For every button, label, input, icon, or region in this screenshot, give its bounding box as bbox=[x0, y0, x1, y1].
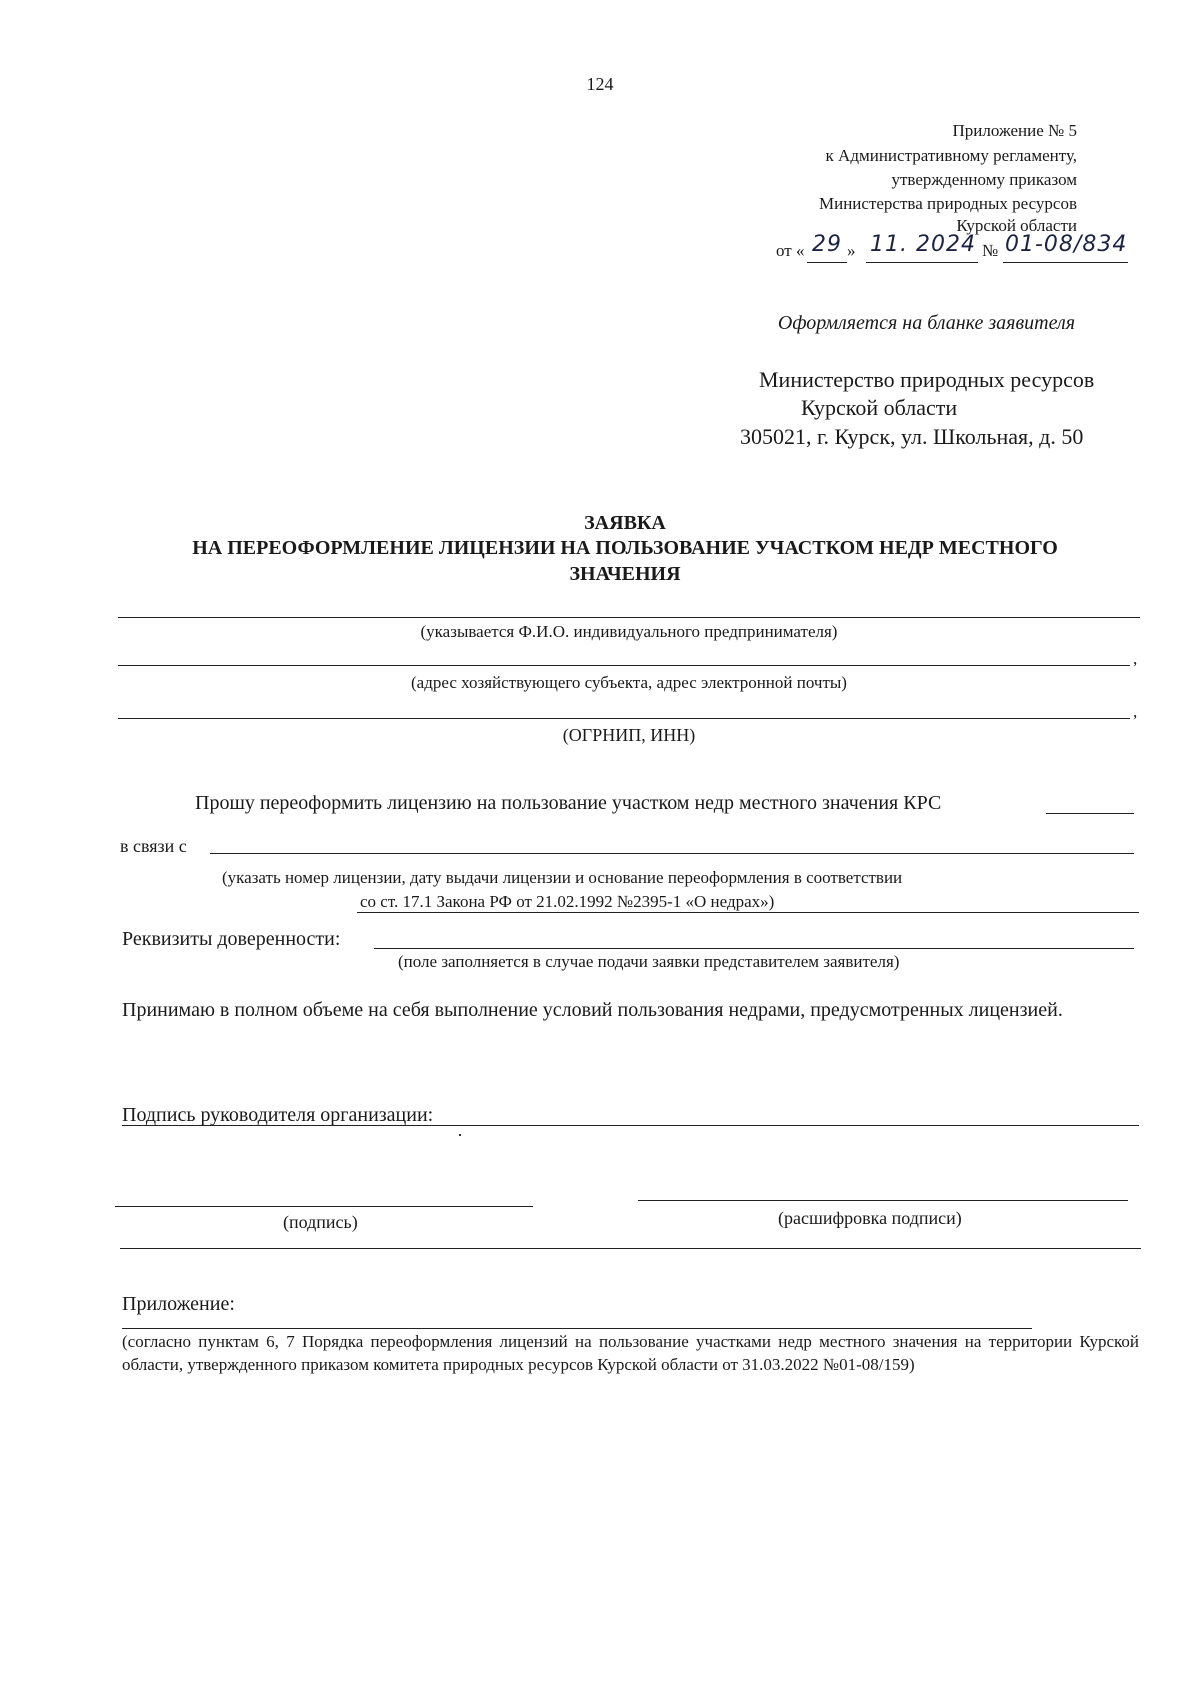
date-prefix: от « bbox=[776, 241, 805, 260]
address-field-line[interactable] bbox=[118, 665, 1130, 666]
recipient-line-1: Министерство природных ресурсов bbox=[759, 367, 1095, 392]
title-line-3: ЗНАЧЕНИЯ bbox=[569, 563, 681, 585]
proxy-label: Реквизиты доверенности: bbox=[122, 928, 341, 950]
request-caption-line-2: со ст. 17.1 Закона РФ от 21.02.1992 №2395-1 «О недрах») bbox=[360, 892, 775, 911]
proxy-field-line[interactable] bbox=[374, 948, 1134, 949]
sign-caption: (подпись) bbox=[283, 1212, 358, 1232]
signature-underline bbox=[122, 1125, 1139, 1126]
recipient-line-2: Курской области bbox=[801, 395, 958, 420]
acceptance-paragraph: Принимаю в полном объеме на себя выполнение условий пользования недрами, предусмотренных лицензией. bbox=[122, 999, 1063, 1021]
request-text: Прошу переоформить лицензию на пользование участком недр местного значения КРС bbox=[195, 792, 942, 814]
attachment-field-line[interactable] bbox=[122, 1328, 1032, 1329]
handwritten-month-year: 11. 2024 bbox=[870, 232, 976, 257]
form-note: Оформляется на бланке заявителя bbox=[777, 312, 1075, 334]
krs-number-line[interactable] bbox=[1046, 813, 1134, 814]
signature-bottom-line bbox=[120, 1248, 1141, 1249]
date-rest-underline bbox=[866, 262, 978, 263]
address-caption: (адрес хозяйствующего субъекта, адрес электронной почты) bbox=[411, 673, 847, 692]
ogrn-caption: (ОГРНИП, ИНН) bbox=[562, 725, 696, 745]
date-day-underline bbox=[807, 262, 847, 263]
in-connection-field-line[interactable] bbox=[210, 853, 1134, 854]
appendix-line-5: Курской области bbox=[956, 216, 1077, 235]
appendix-line-1: Приложение № 5 bbox=[952, 121, 1077, 140]
request-caption-underline bbox=[357, 912, 1139, 913]
handwritten-order-number: 01-08/834 bbox=[1005, 232, 1128, 257]
title-line-1: ЗАЯВКА bbox=[584, 512, 666, 534]
ogrn-comma: , bbox=[1133, 702, 1138, 721]
address-comma: , bbox=[1133, 649, 1138, 668]
date-quote-close: » bbox=[847, 241, 856, 260]
signature-label: Подпись руководителя организации: bbox=[122, 1104, 434, 1126]
appendix-line-4: Министерства природных ресурсов bbox=[819, 194, 1077, 213]
ogrn-field-line[interactable] bbox=[118, 718, 1130, 719]
order-number-underline bbox=[1003, 262, 1128, 263]
recipient-line-3: 305021, г. Курск, ул. Школьная, д. 50 bbox=[740, 424, 1084, 449]
order-number-label: № bbox=[982, 241, 999, 260]
handwritten-day: 29 bbox=[812, 232, 842, 257]
fio-field-line[interactable] bbox=[118, 617, 1140, 618]
sign-field-line[interactable] bbox=[115, 1206, 533, 1207]
page-number: 124 bbox=[586, 74, 614, 94]
attachment-label: Приложение: bbox=[122, 1293, 235, 1315]
proxy-caption: (поле заполняется в случае подачи заявки представителем заявителя) bbox=[398, 952, 900, 971]
in-connection-label: в связи с bbox=[120, 836, 187, 856]
title-line-2: НА ПЕРЕОФОРМЛЕНИЕ ЛИЦЕНЗИИ НА ПОЛЬЗОВАНИЕ УЧАСТКОМ НЕДР МЕСТНОГО bbox=[192, 537, 1058, 559]
request-caption-line-1: (указать номер лицензии, дату выдачи лицензии и основание переоформления в соответствии bbox=[222, 868, 903, 887]
decode-caption: (расшифровка подписи) bbox=[778, 1208, 962, 1228]
attachment-note: (согласно пунктам 6, 7 Порядка переоформления лицензий на пользование участками недр местного значения на территории Курской области, утвержденного приказом комитета природных ресурсов Курской области от 31.03.2022 №01-08/159) bbox=[122, 1332, 1139, 1374]
appendix-line-3: утвержденному приказом bbox=[891, 170, 1077, 189]
fio-caption: (указывается Ф.И.О. индивидуального предпринимателя) bbox=[420, 622, 838, 641]
decode-field-line[interactable] bbox=[638, 1200, 1128, 1201]
appendix-line-2: к Административному регламенту, bbox=[825, 146, 1077, 165]
scan-dot bbox=[459, 1134, 461, 1136]
